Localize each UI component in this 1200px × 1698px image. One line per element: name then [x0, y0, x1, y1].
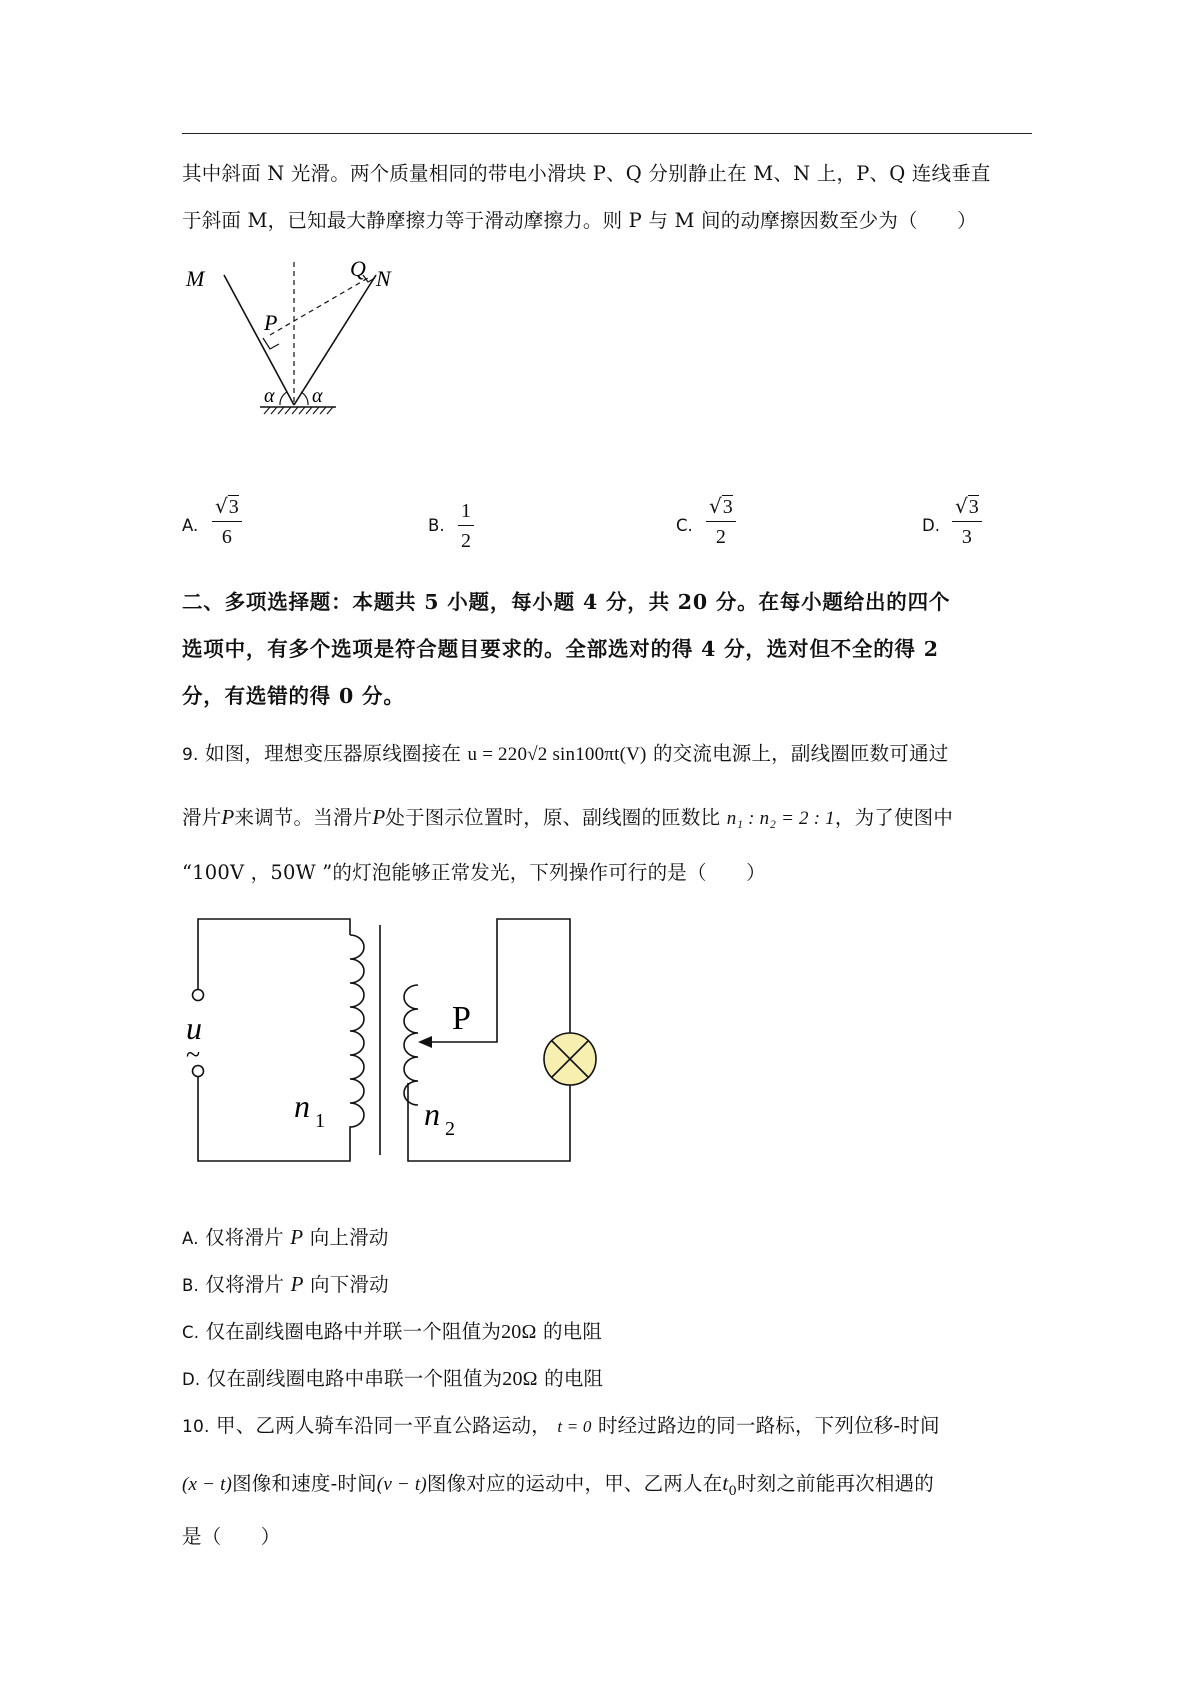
- q8-option-c-value: $\frac{√3}{2}$: [706, 494, 736, 549]
- right-angle-mark-P: [263, 338, 279, 349]
- label-N: N: [376, 266, 391, 291]
- header-rule: [182, 133, 1032, 134]
- label-slider-P: P: [452, 1000, 471, 1037]
- q9-option-b: B. 仅将滑片 P 向下滑动: [182, 1272, 389, 1296]
- q10-line-3: 是（ ）: [182, 1525, 281, 1548]
- q9-turns-ratio: n₁ : n₂ = 2 : 1: [726, 808, 835, 829]
- section2-line-1: 二、多项选择题：本题共 5 小题，每小题 4 分，共 20 分。在每小题给出的四个: [182, 590, 951, 614]
- section2-line-2: 选项中，有多个选项是符合题目要求的。全部选对的得 4 分，选对但不全的得 2: [182, 637, 939, 661]
- section2-line-3: 分，有选错的得 0 分。: [182, 684, 405, 708]
- terminal-top: [193, 990, 204, 1001]
- q8-incline-figure: [180, 250, 420, 430]
- q9-line-2: 滑片P来调节。当滑片P处于图示位置时，原、副线圈的匝数比 n₁ : n₂ = 2 : 1，为了使图中: [182, 805, 954, 829]
- q10-line-1: 10. 甲、乙两人骑车沿同一平直公路运动， t = 0 时经过路边的同一路标，下列位移-时间: [182, 1414, 940, 1437]
- primary-wire-top: [198, 919, 350, 990]
- label-n2: n: [424, 1096, 440, 1132]
- q8-line-1: 其中斜面 N 光滑。两个质量相同的带电小滑块 P、Q 分别静止在 M、N 上，P、Q 连线垂直: [182, 162, 991, 185]
- q8-option-d-value: $\frac{√3}{3}$: [952, 494, 982, 549]
- label-P: P: [264, 310, 278, 335]
- label-n2-sub: 2: [445, 1118, 455, 1140]
- q8-option-a-value: $\frac{√3}{6}$: [212, 494, 242, 549]
- q9-option-a: A. 仅将滑片 P 向上滑动: [182, 1225, 389, 1249]
- q10-line-2: (x − t)图像和速度-时间(v − t)图像对应的运动中，甲、乙两人在$t_0$时刻之前能再次相遇的: [182, 1471, 934, 1499]
- q9-line-3: “100V ，50W ”的灯泡能够正常发光，下列操作可行的是（ ）: [182, 861, 766, 884]
- q9-line-1: 9. 如图，理想变压器原线圈接在 u = 220√2 sin100πt(V) 的交流电源上，副线圈匝数可通过: [182, 742, 949, 765]
- angle-arc-left: [280, 392, 287, 405]
- incline-M: [224, 275, 294, 405]
- primary-wire-bottom: [198, 1075, 350, 1161]
- angle-arc-right: [301, 392, 308, 405]
- slider-arrow: [418, 1036, 432, 1048]
- label-alpha-left: α: [264, 385, 275, 407]
- q8-option-b-value: $\frac{1}{2}$: [458, 500, 474, 553]
- secondary-coil: [404, 985, 418, 1105]
- q8-option-a-letter: A.: [182, 516, 199, 535]
- primary-coil: [350, 935, 364, 1145]
- incline-N: [294, 275, 376, 405]
- ground-hatching: [264, 407, 333, 414]
- label-M: M: [186, 266, 205, 291]
- q9-option-c: C. 仅在副线圈电路中并联一个阻值为20Ω 的电阻: [182, 1320, 603, 1343]
- q8-option-c-letter: C.: [676, 516, 693, 535]
- label-n1-sub: 1: [315, 1110, 325, 1132]
- q9-voltage-formula: u = 220√2 sin100πt(V): [467, 744, 647, 765]
- label-alpha-right: α: [312, 385, 323, 407]
- q8-option-b-letter: B.: [428, 516, 445, 535]
- label-u: u: [186, 1010, 202, 1046]
- pq-dashed-line: [270, 278, 368, 335]
- q8-line-2: 于斜面 M，已知最大静摩擦力等于滑动摩擦力。则 P 与 M 间的动摩擦因数至少为（ ）: [182, 209, 977, 232]
- q8-option-d-letter: D.: [922, 516, 940, 535]
- label-tilde: ~: [186, 1040, 201, 1069]
- q9-option-d: D. 仅在副线圈电路中串联一个阻值为20Ω 的电阻: [182, 1367, 604, 1390]
- label-n1: n: [294, 1088, 310, 1124]
- q9-transformer-circuit: [180, 905, 620, 1175]
- secondary-wire-top: [426, 919, 570, 1042]
- label-Q: Q: [350, 256, 366, 281]
